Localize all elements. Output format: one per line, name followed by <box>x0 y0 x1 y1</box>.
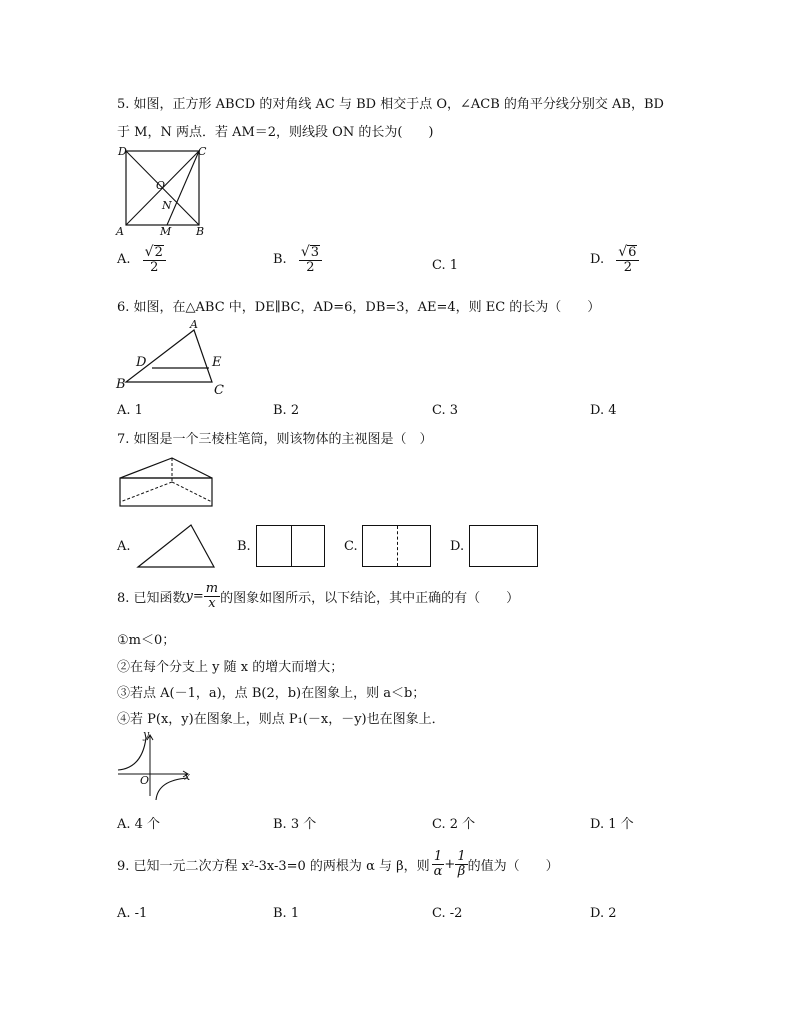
q7-prism-figure <box>112 452 222 514</box>
q9-fraction-beta <box>455 850 467 878</box>
q8-axis-label-o: O <box>140 774 150 787</box>
q5-option-d-radicand: 6 <box>628 245 637 260</box>
q8-func-denominator: x <box>208 595 216 611</box>
q5-option-b-letter: B. <box>273 252 287 268</box>
q5-option-d-fraction: √ 6 2 <box>616 245 639 274</box>
q5-option-d[interactable] <box>590 245 639 274</box>
q6-label-d: D <box>136 355 147 370</box>
q9-fraction-alpha-denominator: α <box>433 863 443 879</box>
q7-option-c-dashed-divider <box>397 526 398 566</box>
q7-option-d-rectangle[interactable] <box>469 525 538 567</box>
q8-axis-label-x: x <box>184 770 191 783</box>
q7-option-a-label[interactable]: A. <box>117 539 131 554</box>
q5-option-b-radicand: 3 <box>310 245 320 260</box>
q8-item-2: ②在每个分支上 y 随 x 的增大而增大； <box>117 660 344 675</box>
q8-stem-suffix: 的图象如图所示，以下结论，其中正确的有（ ） <box>220 590 520 606</box>
q5-option-b-fraction: √ 3 2 <box>299 245 322 274</box>
q8-option-b[interactable]: B. 3 个 <box>273 817 317 832</box>
q5-option-c-letter: C. <box>432 258 446 273</box>
q5-square-figure <box>112 143 212 238</box>
q8-item-1: ①m＜0； <box>117 633 176 648</box>
q6-label-e: E <box>212 355 222 370</box>
q6-option-c[interactable]: C. 3 <box>432 403 459 418</box>
q5-option-c-value: 1 <box>449 258 459 273</box>
q6-stem: 6. 如图，在△ABC 中，DE∥BC，AD=6，DB=3，AE=4，则 EC 的长为（ ） <box>117 300 601 315</box>
q5-label-c: C <box>198 145 207 158</box>
q5-option-a[interactable] <box>117 245 166 274</box>
q7-option-b-label[interactable]: B. <box>237 539 251 554</box>
q6-label-b: B <box>116 377 126 392</box>
q5-option-a-fraction: √ 2 2 <box>143 245 166 274</box>
q7-option-d-label[interactable]: D. <box>450 539 465 554</box>
q8-stem <box>117 582 519 610</box>
q5-label-o: O <box>156 179 166 192</box>
q8-func-numerator: m <box>205 581 219 596</box>
q8-option-d[interactable]: D. 1 个 <box>590 817 634 832</box>
q8-func-y: y= <box>185 588 204 604</box>
q9-option-a[interactable]: A. -1 <box>117 906 148 921</box>
q8-hyperbola-graph <box>112 730 202 805</box>
q9-fraction-beta-numerator: 1 <box>457 849 466 864</box>
q7-option-c-rectangle[interactable] <box>362 525 431 567</box>
q8-item-4: ④若 P(x，y)在图象上，则点 P₁(－x，－y)也在图象上． <box>117 712 445 727</box>
q7-option-c-label[interactable]: C. <box>344 539 358 554</box>
q6-label-c: C <box>214 383 224 398</box>
q5-stem-line2: 于 M，N 两点．若 AM＝2，则线段 ON 的长为( ) <box>117 125 434 140</box>
q7-option-b-rectangle[interactable] <box>256 525 325 567</box>
q5-label-m: M <box>160 225 172 238</box>
q9-plus: + <box>444 856 456 872</box>
q5-option-b[interactable] <box>273 245 322 274</box>
q5-label-b: B <box>196 225 205 238</box>
q6-option-a[interactable]: A. 1 <box>117 403 143 418</box>
q9-stem-prefix: 9. 已知一元二次方程 x²-3x-3=0 的两根为 α 与 β，则 <box>117 858 430 874</box>
q8-axis-label-y: y <box>143 728 150 741</box>
q9-fraction-beta-denominator: β <box>457 863 466 879</box>
q7-option-b-solid-divider <box>291 526 292 566</box>
q5-label-d: D <box>118 145 127 158</box>
q8-option-c[interactable]: C. 2 个 <box>432 817 476 832</box>
q9-fraction-alpha-numerator: 1 <box>433 849 443 864</box>
q5-option-d-letter: D. <box>590 252 605 268</box>
q5-option-c[interactable] <box>432 258 458 273</box>
q5-stem-line1: 5. 如图，正方形 ABCD 的对角线 AC 与 BD 相交于点 O，∠ACB 的角平分线分别交 AB，BD <box>117 97 664 112</box>
q6-option-d[interactable]: D. 4 <box>590 403 617 418</box>
q9-stem-suffix: 的值为（ ） <box>467 858 559 874</box>
q6-triangle-figure <box>112 318 232 398</box>
q9-fraction-alpha <box>432 850 445 878</box>
q8-item-3: ③若点 A(－1，a)，点 B(2，b)在图象上，则 a＜b； <box>117 686 426 701</box>
q9-option-b[interactable]: B. 1 <box>273 906 300 921</box>
q9-stem <box>117 850 559 878</box>
q7-option-a-triangle[interactable] <box>136 523 216 569</box>
q5-option-d-denominator: 2 <box>623 259 632 275</box>
q5-label-n: N <box>162 199 172 212</box>
q5-option-b-denominator: 2 <box>306 259 315 275</box>
q9-option-c[interactable]: C. -2 <box>432 906 463 921</box>
q5-option-a-denominator: 2 <box>150 259 159 275</box>
q5-option-a-letter: A. <box>117 252 131 268</box>
q7-stem: 7. 如图是一个三棱柱笔筒，则该物体的主视图是（ ） <box>117 432 433 447</box>
q5-label-a: A <box>116 225 124 238</box>
q6-option-b[interactable]: B. 2 <box>273 403 300 418</box>
q5-option-a-radicand: 2 <box>154 245 163 260</box>
q8-stem-prefix: 8. 已知函数 <box>117 590 186 606</box>
q6-label-a: A <box>190 318 198 331</box>
q8-func-fraction <box>204 582 220 610</box>
q8-option-a[interactable]: A. 4 个 <box>117 817 161 832</box>
q9-option-d[interactable]: D. 2 <box>590 906 617 921</box>
